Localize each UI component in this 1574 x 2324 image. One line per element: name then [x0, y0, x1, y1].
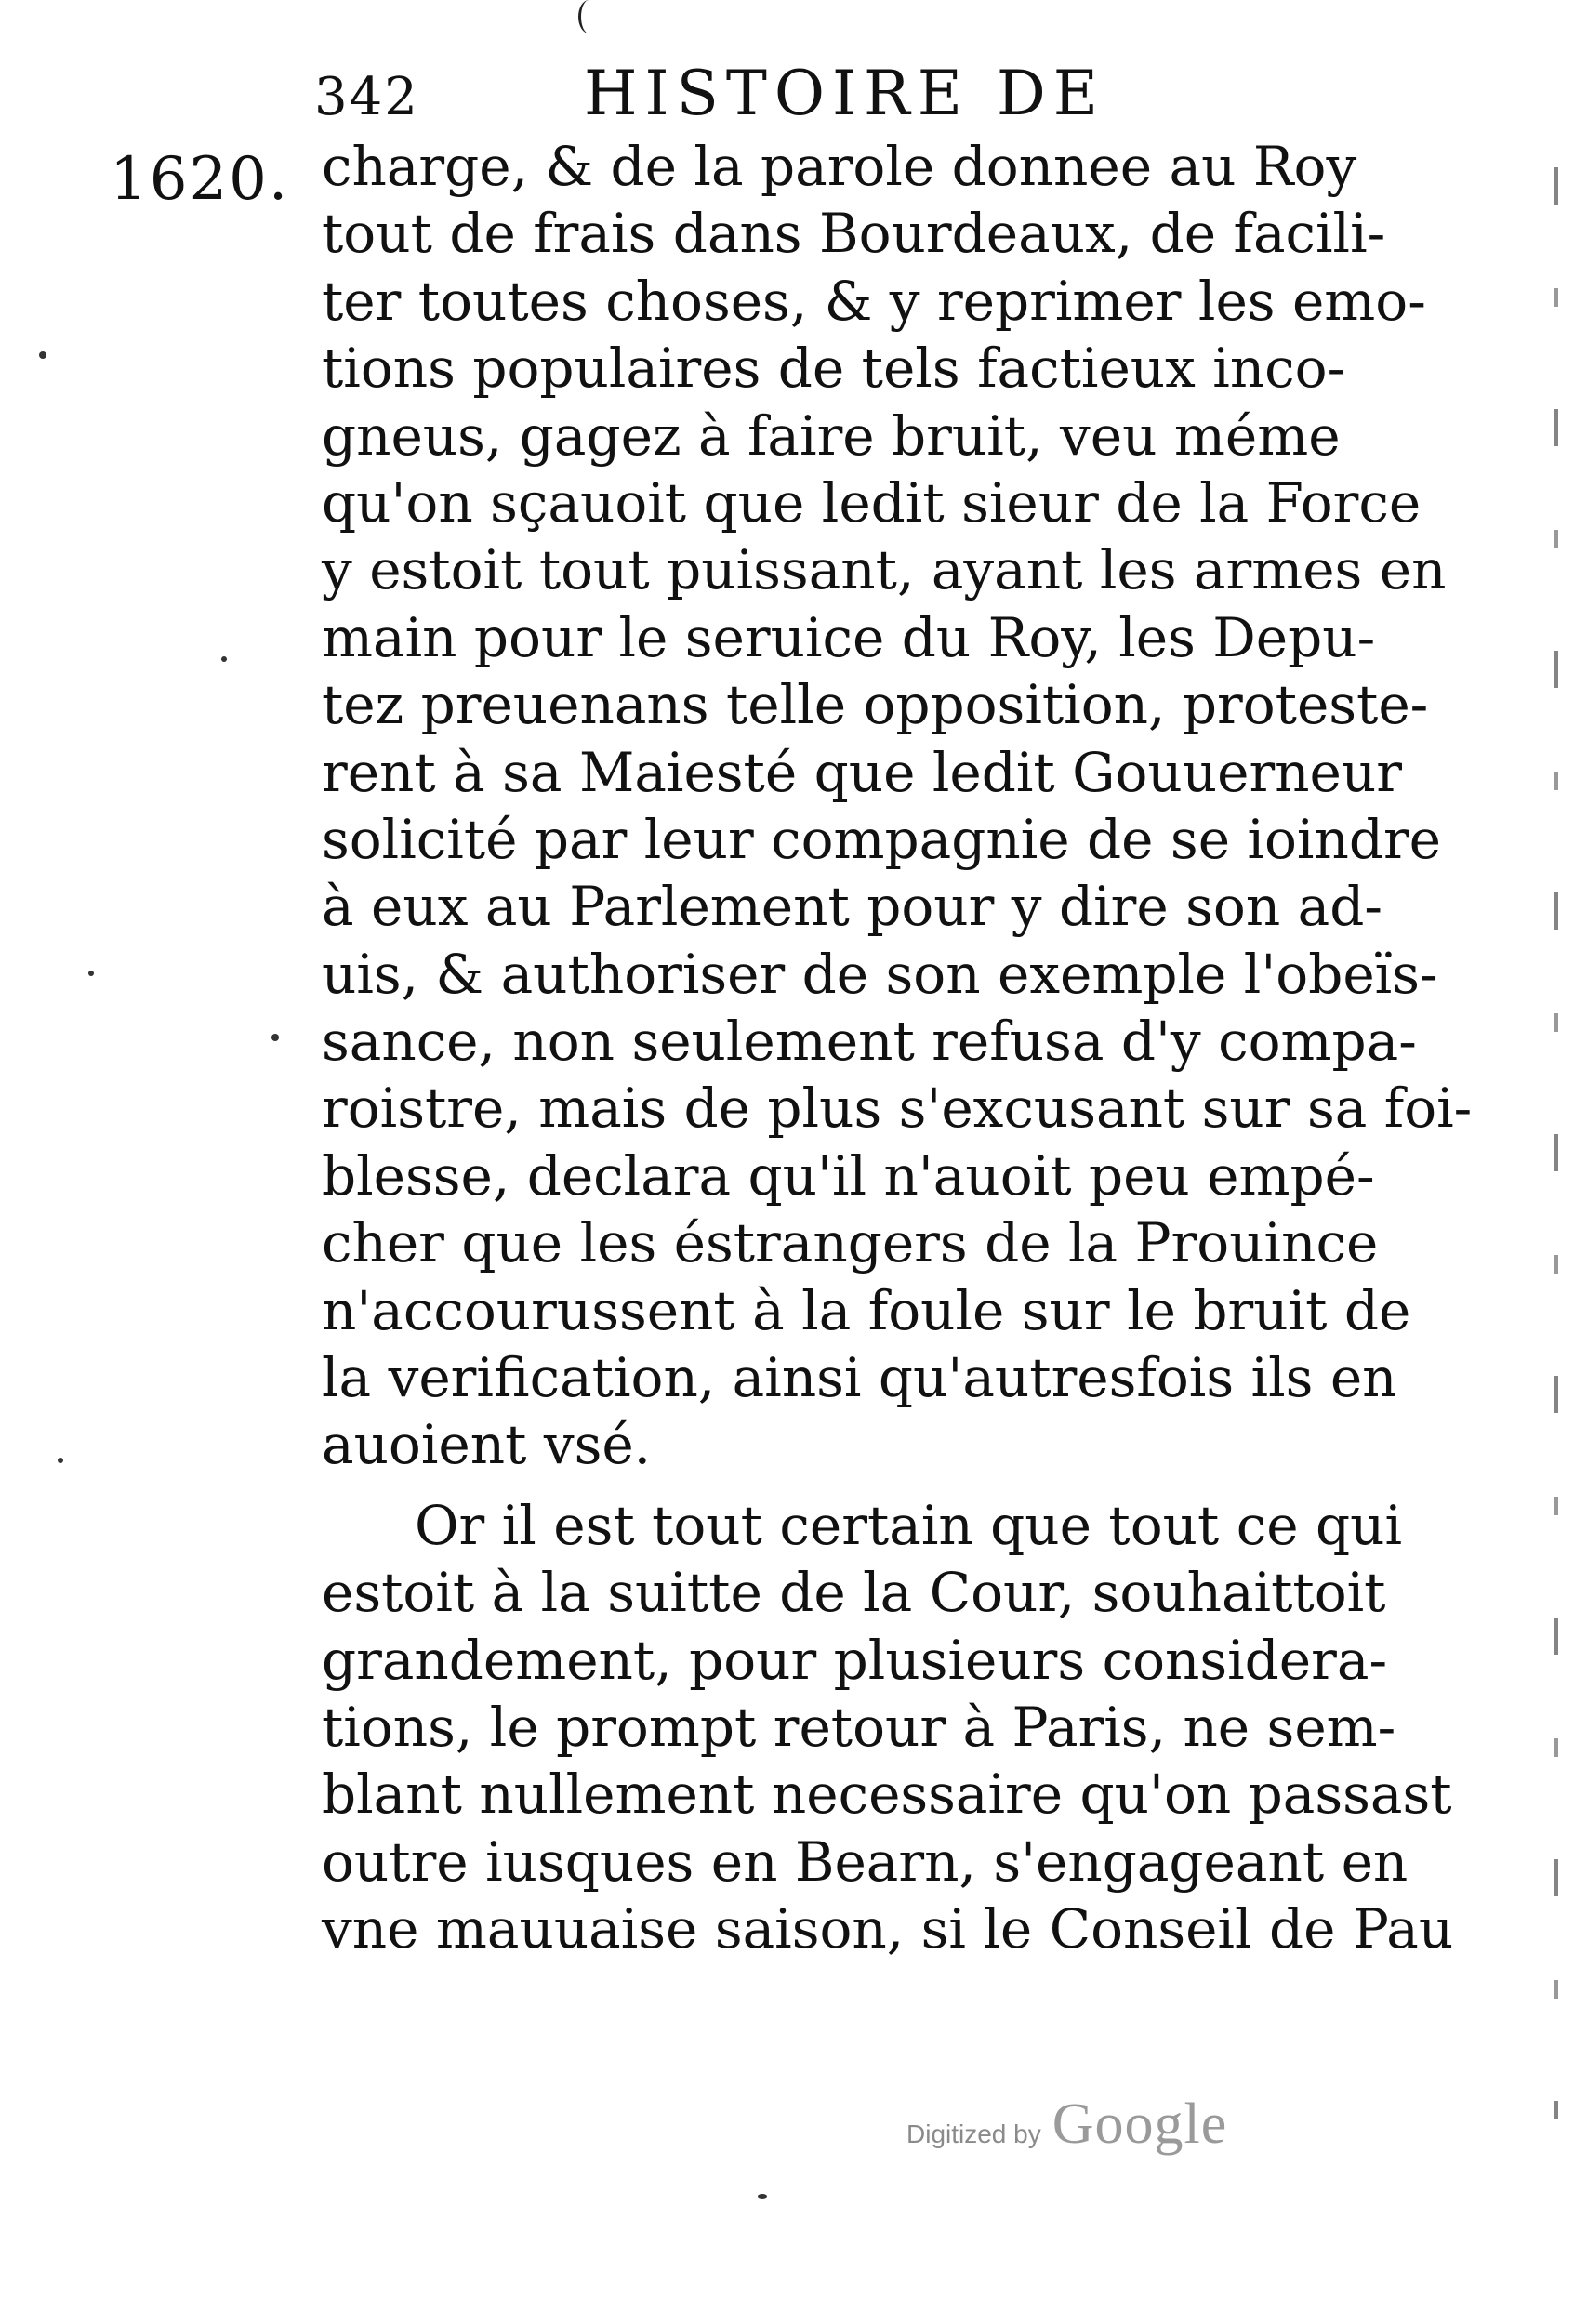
text-line: uis, & authoriser de son exemple l'obeïs- [322, 942, 1438, 1006]
text-line: Or il est tout certain que tout ce qui [415, 1493, 1403, 1557]
text-line: sance, non seulement refusa d'y compa- [322, 1010, 1417, 1074]
paragraph-break [322, 1479, 1335, 1492]
text-line: tez preuenans telle opposition, proteste- [322, 673, 1429, 737]
page-number: 342 [314, 67, 419, 127]
text-line: blesse, declara qu'il n'auoit peu empé- [322, 1143, 1375, 1208]
ink-speck [758, 2194, 767, 2199]
text-line: ter toutes choses, & y reprimer les emo- [322, 269, 1426, 333]
top-edge-mark [578, 0, 600, 33]
ink-speck [271, 1034, 279, 1041]
text-line: y estoit tout puissant, ayant les armes en [322, 538, 1447, 602]
text-line: solicité par leur compagnie de se ioindre [322, 807, 1442, 871]
text-line: main pour le seruice du Roy, les Depu- [322, 605, 1376, 669]
ink-speck [39, 351, 46, 359]
text-line: rent à sa Maiesté que ledit Gouuerneur [322, 740, 1402, 804]
text-line: tout de frais dans Bourdeaux, de facili- [322, 202, 1386, 266]
text-line: n'accourussent à la foule sur le bruit de [322, 1278, 1411, 1342]
text-line: auoient vsé. [322, 1413, 652, 1477]
text-line: cher que les éstrangers de la Prouince [322, 1211, 1379, 1275]
digitization-watermark [906, 2092, 1227, 2158]
ink-speck [88, 971, 94, 976]
running-title: HISTOIRE DE [584, 58, 1105, 129]
text-line: grandement, pour plusieurs considera- [322, 1628, 1388, 1692]
text-line: tions, le prompt retour à Paris, ne sem- [322, 1695, 1396, 1759]
text-line: outre iusques en Bearn, s'engageant en [322, 1829, 1409, 1894]
text-line: gneus, gagez à faire bruit, veu méme [322, 403, 1341, 468]
ink-speck [58, 1458, 63, 1463]
text-line: charge, & de la parole donnee au Roy [322, 135, 1357, 198]
page-header [314, 58, 1151, 141]
text-line: tions populaires de tels factieux inco- [322, 337, 1346, 401]
text-line: vne mauuaise saison, si le Conseil de Pau [322, 1897, 1454, 1961]
text-line: blant nullement necessaire qu'on passast [322, 1763, 1452, 1827]
body-text [322, 133, 1473, 1963]
margin-year: 1620. [110, 145, 290, 214]
text-line: la verification, ainsi qu'autresfois ils en [322, 1346, 1397, 1410]
page-edge-shadow [1554, 167, 1558, 2119]
text-line: à eux au Parlement pour y dire son ad- [322, 875, 1382, 939]
text-line: qu'on sçauoit que ledit sieur de la Force [322, 470, 1422, 535]
google-logo: Google [1052, 2093, 1228, 2156]
ink-speck [221, 656, 227, 662]
text-line: roistre, mais de plus s'excusant sur sa foi- [322, 1076, 1473, 1141]
watermark-prefix: Digitized by [906, 2119, 1041, 2148]
text-line: estoit à la suitte de la Cour, souhaittoit [322, 1561, 1386, 1625]
